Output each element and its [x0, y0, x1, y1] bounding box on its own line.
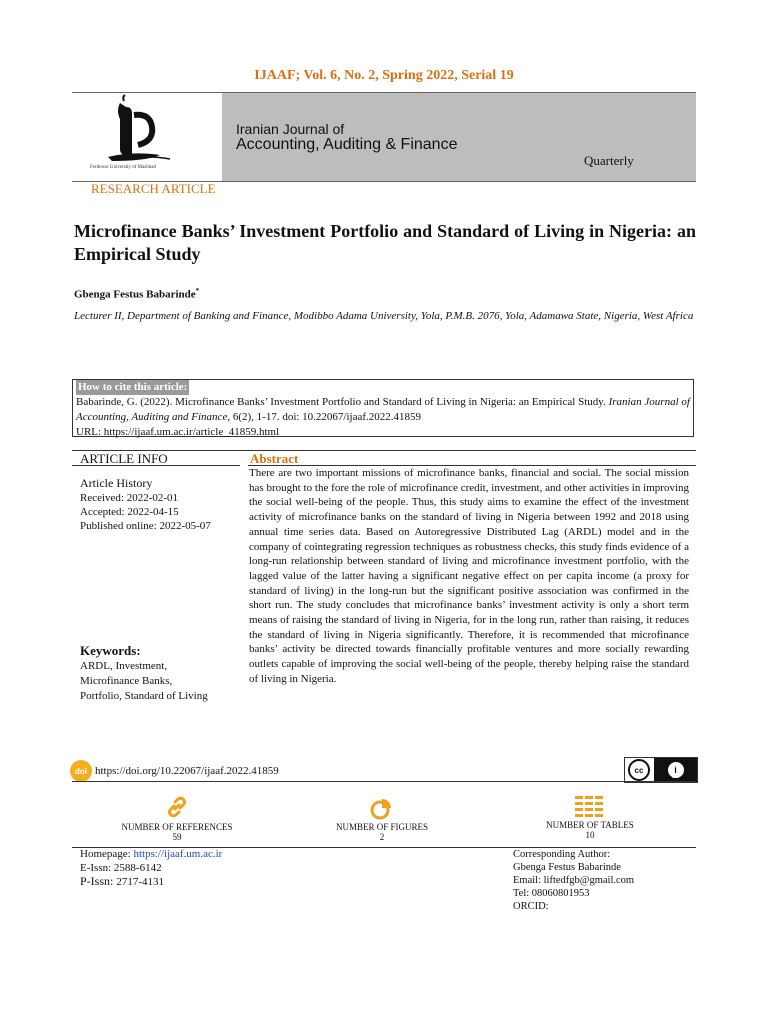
- history-title: Article History: [80, 476, 153, 490]
- corresponding-name: Gbenga Festus Babarinde: [513, 862, 621, 873]
- corresponding-title: Corresponding Author:: [513, 849, 611, 860]
- figures-value: 2: [379, 832, 385, 842]
- citation-box: [72, 379, 694, 437]
- references-label: NUMBER OF REFERENCES: [121, 822, 233, 832]
- eissn: E-Issn: 2588-6142: [80, 861, 162, 874]
- accepted-date: Accepted: 2022-04-15: [80, 506, 179, 518]
- tables-value: 10: [585, 830, 595, 840]
- journal-banner: [72, 92, 696, 182]
- references-value: 59: [172, 832, 182, 842]
- corresponding-tel: Tel: 08060801953: [513, 888, 590, 899]
- references-stat: [107, 822, 247, 842]
- keywords-title: Keywords:: [80, 643, 141, 658]
- tables-stat: [520, 820, 660, 840]
- author-name: [74, 287, 199, 301]
- license-badge[interactable]: [624, 757, 698, 783]
- journal-name-line1: Iranian Journal of: [236, 121, 345, 137]
- keywords-block: [80, 643, 208, 704]
- pissn-label: P-Issn:: [80, 874, 117, 888]
- keywords-line: Portfolio, Standard of Living: [80, 690, 208, 702]
- doi-row: [70, 760, 279, 782]
- journal-details: [80, 848, 222, 890]
- homepage-line: [80, 848, 222, 862]
- homepage-label: Homepage:: [80, 848, 134, 860]
- homepage-link[interactable]: https://ijaaf.um.ac.ir: [133, 848, 223, 860]
- citation-plain: Babarinde, G. (2022). Microfinance Banks’ Investment Portfolio and Standard of Living in Nigeria: an Empirical Study.: [76, 396, 609, 408]
- figures-stat: [312, 822, 452, 842]
- author-name-text: Gbenga Festus Babarinde: [74, 288, 196, 301]
- tables-label: NUMBER OF TABLES: [546, 820, 634, 830]
- logo-caption: Ferdowsi University of Mashhad: [90, 165, 156, 170]
- doi-link[interactable]: https://doi.org/10.22067/ijaaf.2022.41859: [95, 765, 279, 777]
- table-icon: [575, 796, 605, 818]
- received-date: Received: 2022-02-01: [80, 492, 179, 504]
- article-type: RESEARCH ARTICLE: [91, 181, 216, 196]
- corresponding-orcid: ORCID:: [513, 901, 549, 912]
- citation-url[interactable]: URL: https://ijaaf.um.ac.ir/article_41859.html: [76, 426, 280, 438]
- pissn-line: [80, 875, 222, 890]
- figures-label: NUMBER OF FIGURES: [335, 822, 429, 832]
- author-marker: *: [195, 287, 200, 295]
- citation-heading: How to cite this article:: [78, 381, 188, 393]
- frequency-label: Quarterly: [584, 153, 634, 168]
- university-logo: [72, 93, 222, 181]
- link-icon: [165, 795, 189, 819]
- license-by-text: BY: [672, 774, 679, 780]
- citation-text: [76, 395, 690, 425]
- pie-chart-icon: [369, 797, 393, 821]
- corresponding-author: [513, 848, 634, 913]
- attribution-icon: i: [668, 762, 684, 778]
- citation-journal: Iranian Journal of Accounting, Auditing and Finance: [76, 396, 690, 423]
- paper-title: Microfinance Banks’ Investment Portfolio and Standard of Living in Nigeria: an Empirical Study: [74, 221, 696, 264]
- abstract-heading: Abstract: [250, 451, 299, 466]
- creative-commons-icon: cc: [628, 759, 650, 781]
- published-date: Published online: 2022-05-07: [80, 520, 211, 532]
- author-affiliation: Lecturer II, Department of Banking and Finance, Modibbo Adama University, Yola, P.M.B. 2076, Yola, Adamawa State, Nigeria, West Africa: [74, 310, 694, 322]
- pissn-value: 2717-4131: [116, 876, 165, 888]
- article-history: [80, 476, 211, 533]
- abstract-text: There are two important missions of microfinance banks, financial and social. The social mission has brought to the fore the role of microfinance credit, investment, and other activities in improving the social well-being of the people. Thus, this study aims to examine the effect of the investment activity of microfinance banks on the standard of living in Nigeria between 1992 and 2018 using annual time series data. Based on Autoregressive Distributed Lag (ARDL) model and in the company of cointegrating regression techniques as robustness checks, this study finds evidence of a long-run relationship between standard of living and microfinance investment portfolio, with the lagged value of the latter having a significant negative effect on per capita income (a proxy for standard of living) in the long-run but the significant positive association was confirmed in the short run. The study concludes that microfinance banks’ investment activity is only a short term means of raising the standard of living in Nigeria, for in the long run, rather than raising, it reduces the standard of living in Nigeria significantly. Therefore, it is recommended that microfinance banks’ activity be directed towards financially profitable ventures and more socially rewarding outlets capable of improving the social well-being of the people, thereby helping raise the standard of living in Nigeria.: [249, 467, 689, 685]
- article-info-heading: ARTICLE INFO: [80, 451, 168, 466]
- journal-name-line2: Accounting, Auditing & Finance: [236, 136, 458, 153]
- keywords-line: ARDL, Investment,: [80, 660, 168, 672]
- citation-tail: , 6(2), 1-17. doi: 10.22067/ijaaf.2022.41859: [227, 411, 422, 423]
- corresponding-email[interactable]: Email: liftedfgb@gmail.com: [513, 875, 635, 886]
- journal-issue-line: IJAAF; Vol. 6, No. 2, Spring 2022, Serial 19: [254, 68, 514, 83]
- doi-icon: doi: [70, 760, 92, 782]
- keywords-line: Microfinance Banks,: [80, 675, 173, 687]
- divider: [72, 781, 696, 782]
